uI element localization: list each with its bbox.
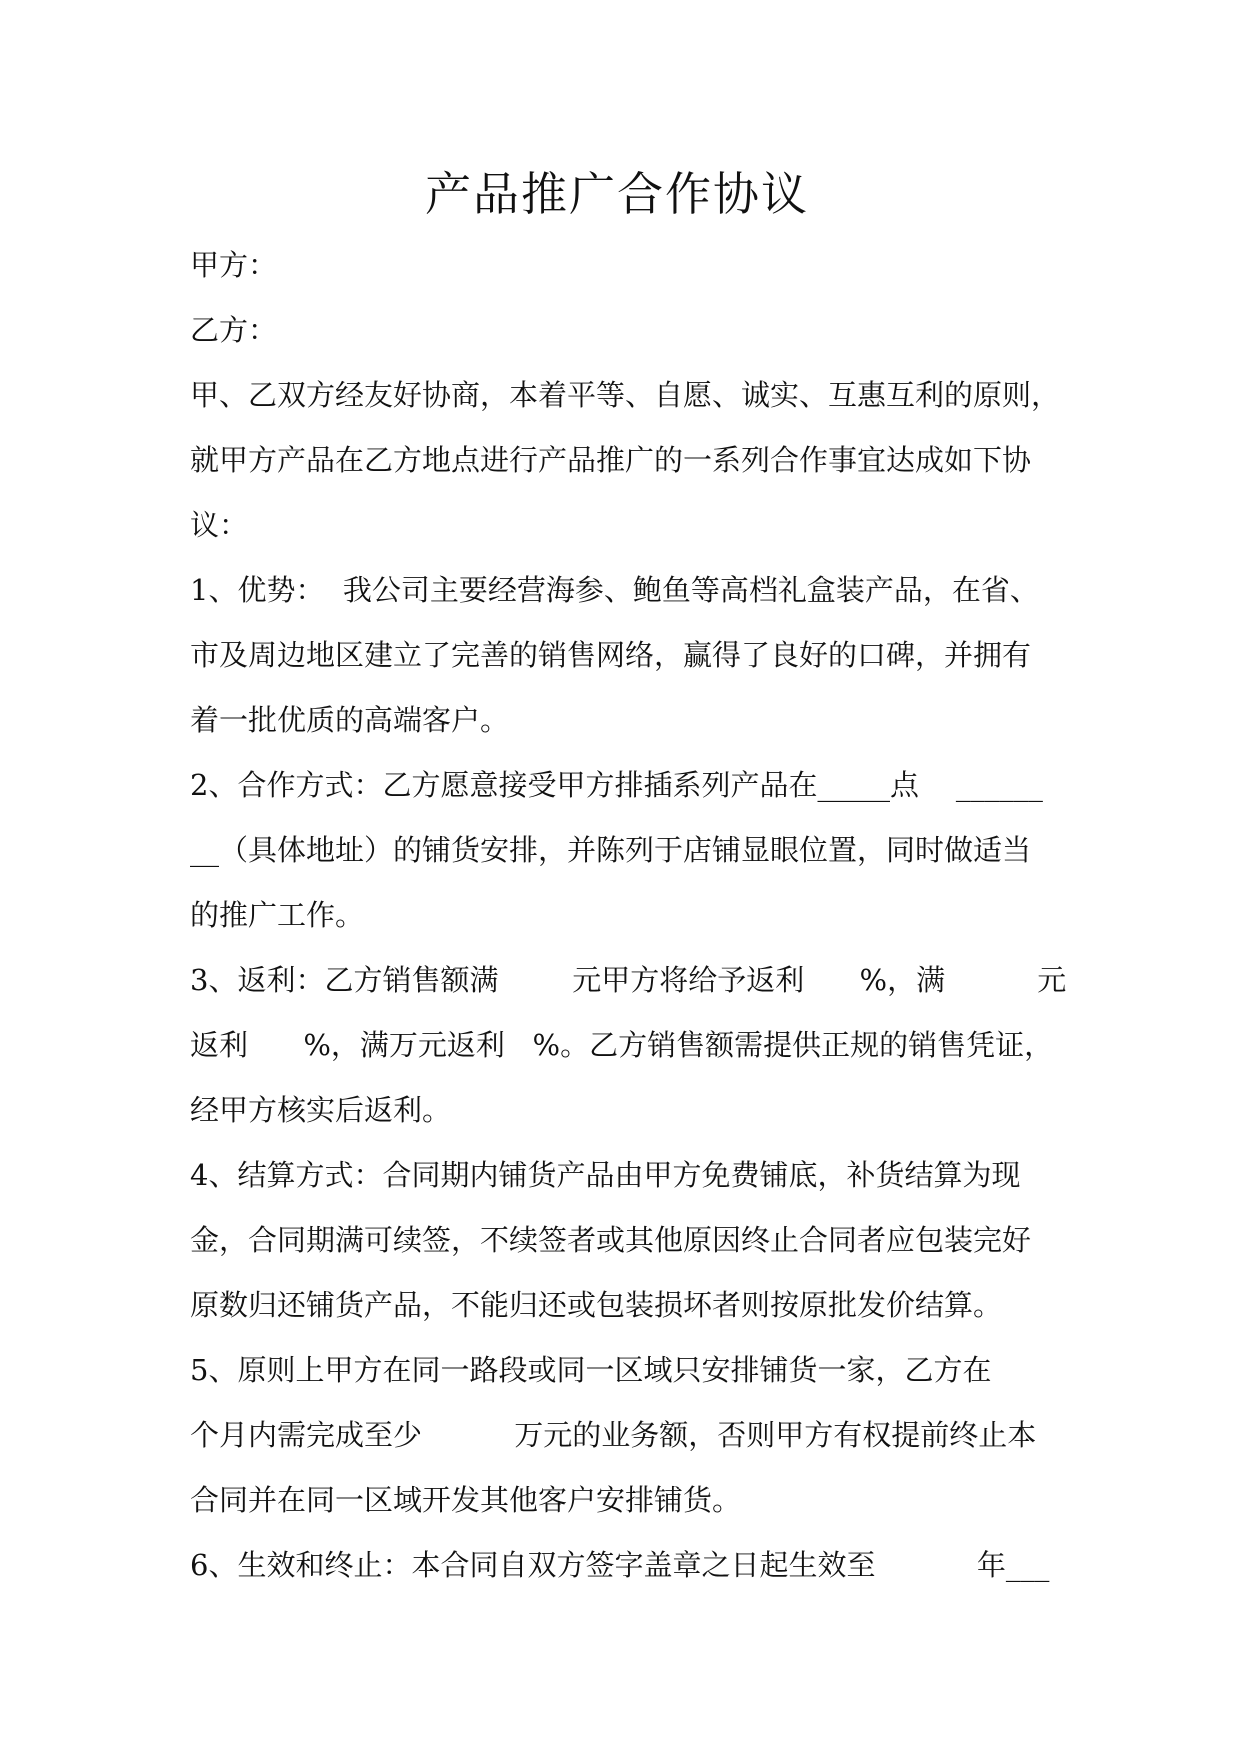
clause-3-gap-2 [804,963,859,997]
clause-5-line-2 [190,1403,1060,1468]
clause-3-gap-1 [498,963,572,997]
clause-3-line-2 [190,1013,1060,1078]
clause-2-line-3: 的推广工作。 [190,898,365,932]
clause-1-line-1 [190,558,1060,623]
clause-3-gap-3 [945,963,1037,997]
party-b-line: 乙方： [190,313,278,347]
clause-6-line-1 [190,1533,1060,1598]
clause-2-text-c: （具体地址）的铺货安排，并陈列于店铺显眼位置，同时做适当 [219,833,1032,867]
clause-3-text-g: %。乙方销售额需提供正规的销售凭证， [532,1028,1054,1062]
clause-2-blank-3: __ [190,833,219,867]
clause-5-line-1: 5、原则上甲方在同一路段或同一区域只安排铺货一家，乙方在 [190,1353,992,1387]
clause-2-line-2 [190,818,1060,883]
clause-3-text-a: 3、返利：乙方销售额满 [190,963,499,997]
document-title: 产品推广合作协议 [425,167,809,221]
clause-3-text-b: 元甲方将给予返利 [572,963,805,997]
clause-5-gap [422,1418,514,1452]
clause-2-gap [919,768,956,802]
clause-2-blank-1: _____ [817,768,890,802]
clause-3-text-e: 返利 [190,1028,249,1062]
clause-6-text-a: 6、生效和终止：本合同自双方签字盖章之日起生效至 [190,1548,876,1582]
clause-5-text-b: 万元的业务额，否则甲方有权提前终止本 [514,1418,1037,1452]
clause-3-text-c: %，满 [859,963,946,997]
clause-6-gap [875,1548,976,1582]
clause-3-text-f: %，满万元返利 [303,1028,505,1062]
clause-1-text: 1、优势： 我公司主要经营海参、鲍鱼等高档礼盒装产品，在省、 [190,573,1039,607]
intro-line-1: 甲、乙双方经友好协商，本着平等、自愿、诚实、互惠互利的原则， [190,378,1061,412]
clause-2-text-b: 点 [889,768,919,802]
clause-3-line-1 [190,948,1067,1013]
clause-4-line-3: 原数归还铺货产品，不能归还或包装损坏者则按原批发价结算。 [190,1288,1003,1322]
clause-3-text-d: 元 [1037,963,1067,997]
intro-line-3: 议： [190,508,249,542]
clause-2-blank-2: ______ [955,768,1043,802]
clause-3-line-3: 经甲方核实后返利。 [190,1093,452,1127]
clause-3-gap-5 [505,1028,533,1062]
intro-line-2: 就甲方产品在乙方地点进行产品推广的一系列合作事宜达成如下协 [190,443,1032,477]
clause-4-line-1: 4、结算方式：合同期内铺货产品由甲方免费铺底，补货结算为现 [190,1158,1021,1192]
clause-6-blank: ___ [1005,1548,1050,1582]
clause-2-text-a: 2、合作方式：乙方愿意接受甲方排插系列产品在 [190,768,818,802]
clause-1-line-3: 着一批优质的高端客户。 [190,703,510,737]
clause-4-line-2: 金，合同期满可续签，不续签者或其他原因终止合同者应包装完好 [190,1223,1032,1257]
clause-1-line-2: 市及周边地区建立了完善的销售网络，赢得了良好的口碑，并拥有 [190,638,1032,672]
party-a-line: 甲方： [190,248,278,282]
document-body [190,233,1067,1598]
clause-3-gap-4 [248,1028,303,1062]
clause-5-text-a: 个月内需完成至少 [190,1418,423,1452]
clause-6-text-b: 年 [976,1548,1006,1582]
clause-5-line-3: 合同并在同一区域开发其他客户安排铺货。 [190,1483,742,1517]
clause-2-line-1 [190,753,1060,818]
